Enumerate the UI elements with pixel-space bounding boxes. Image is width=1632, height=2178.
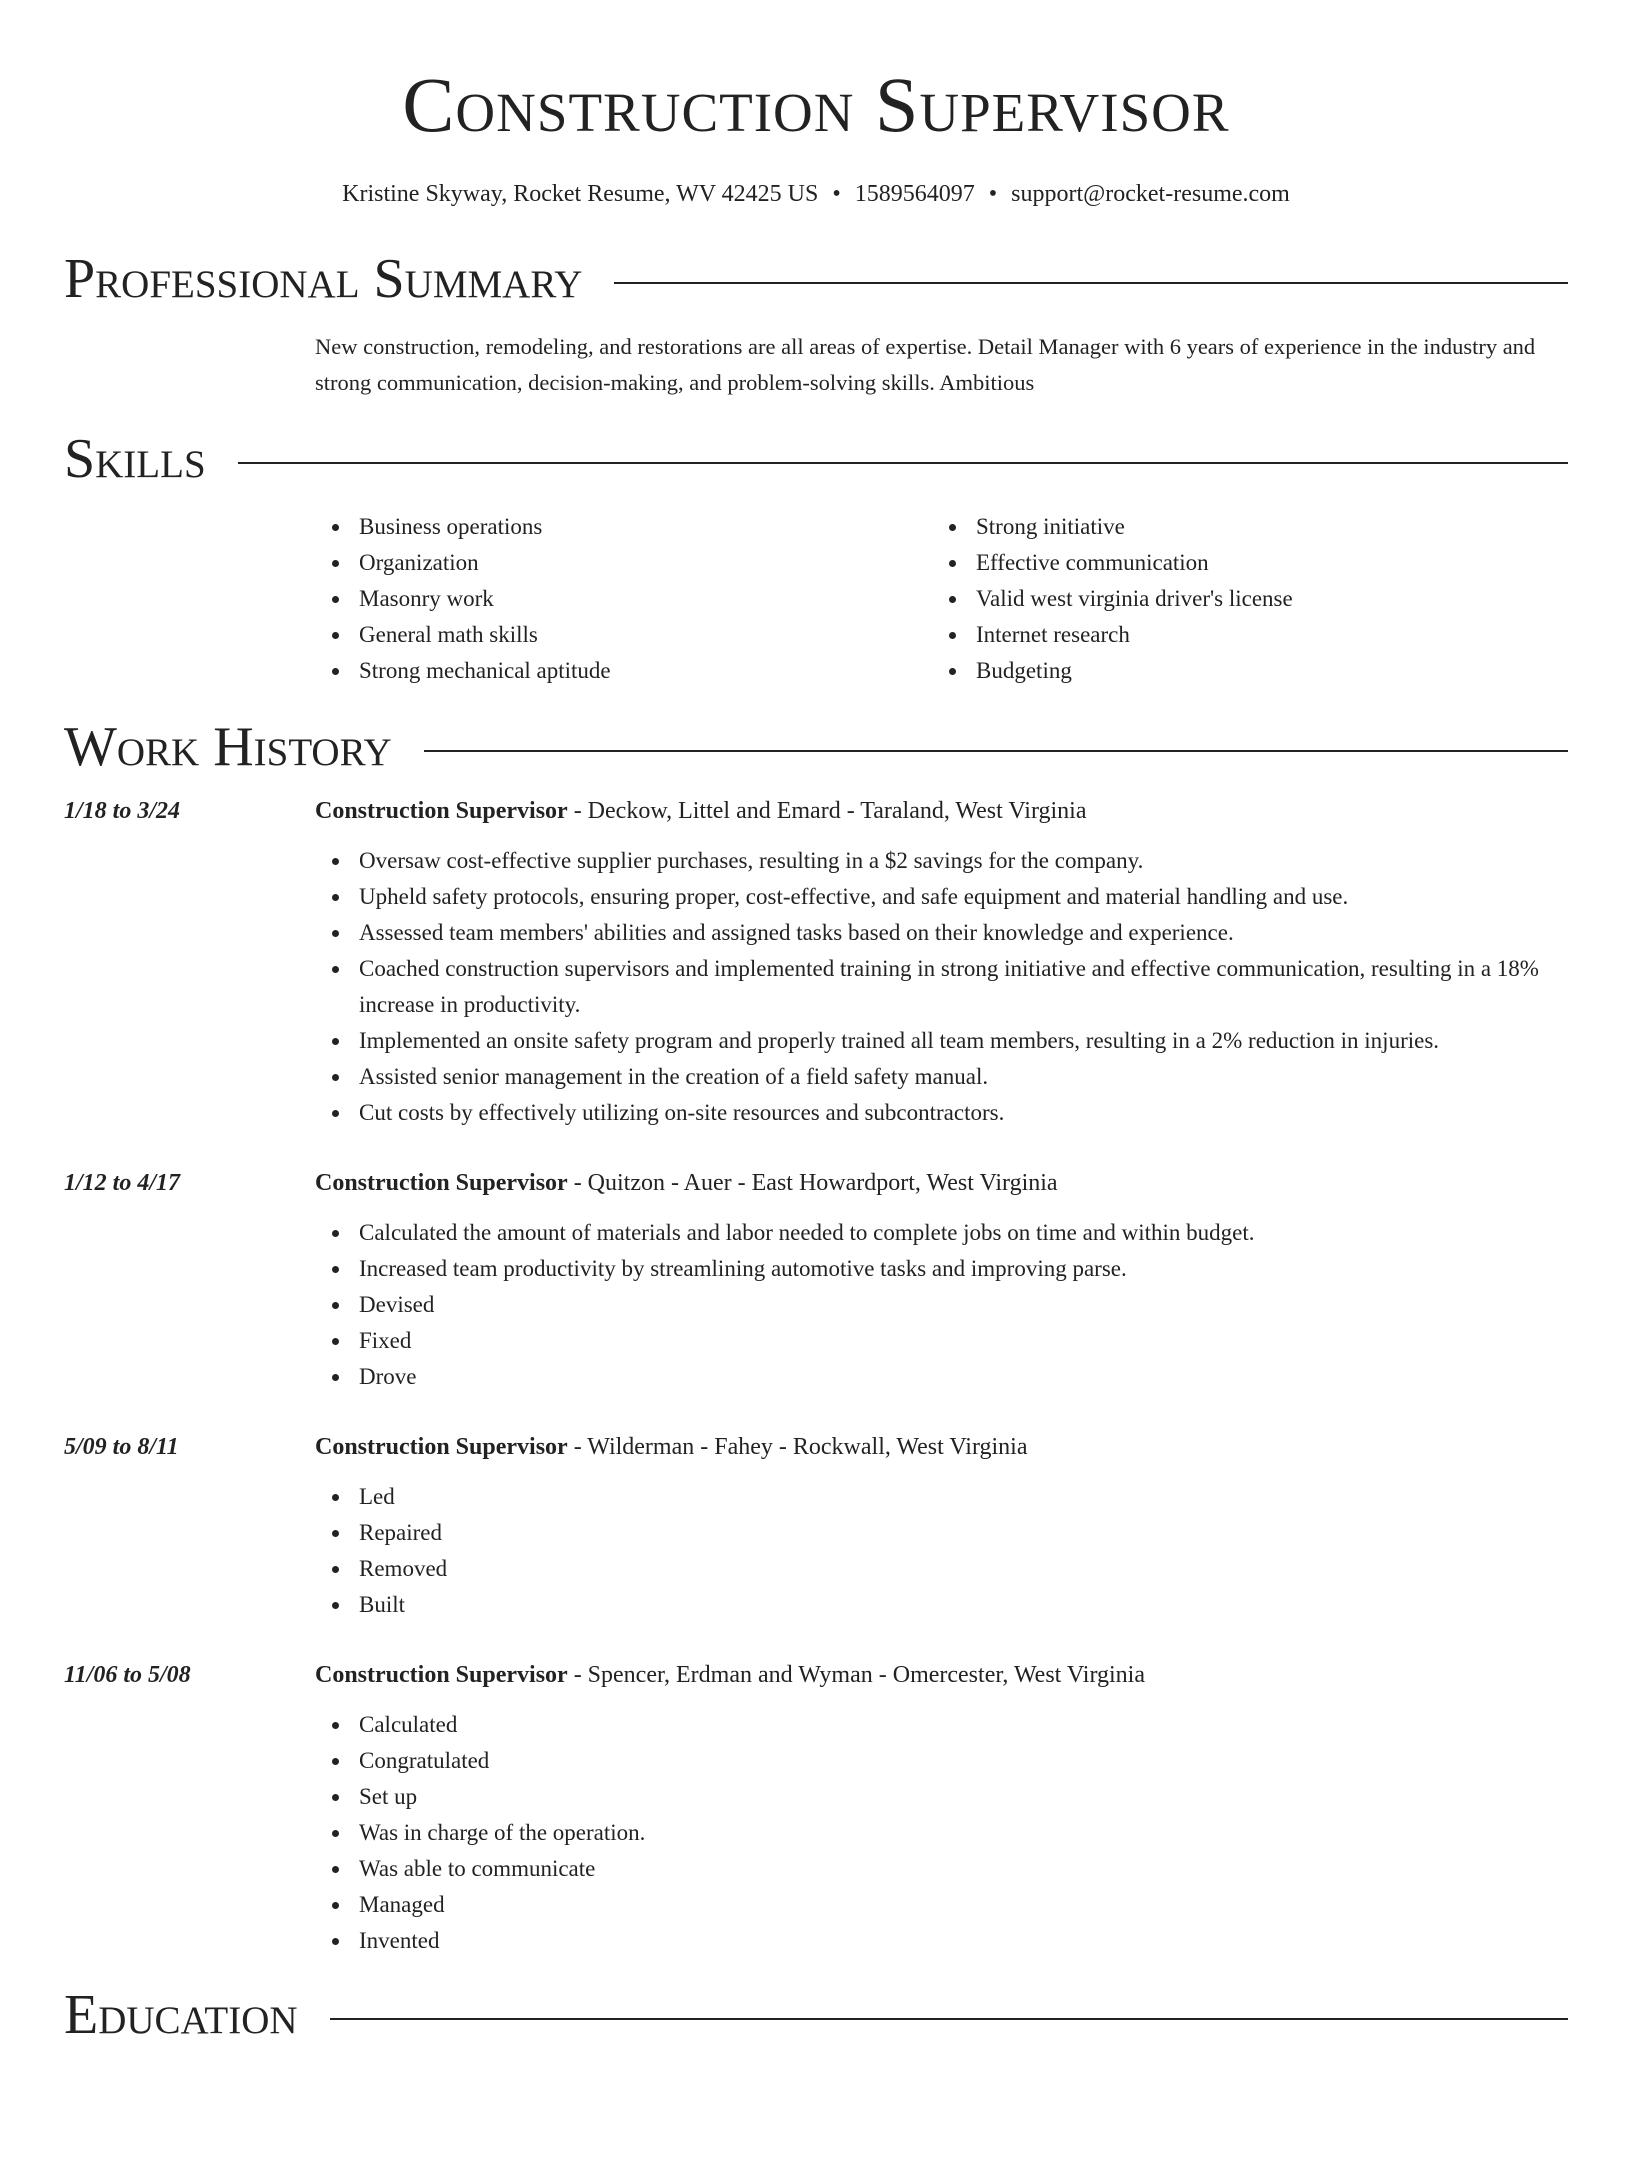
skill-item: Business operations <box>315 509 932 545</box>
job-bullet: Fixed <box>315 1323 1568 1359</box>
contact-line <box>64 180 1568 209</box>
section-divider <box>424 750 1568 752</box>
skill-item: Valid west virginia driver's license <box>932 581 1549 617</box>
job-bullet: Devised <box>315 1287 1568 1323</box>
section-divider <box>238 462 1568 464</box>
job-bullet: Built <box>315 1587 1568 1623</box>
candidate-name: Construction Supervisor <box>402 61 1230 148</box>
summary-section-header <box>64 247 1568 310</box>
skills-section-header <box>64 427 1568 490</box>
job-bullet: Assisted senior management in the creation of a field safety manual. <box>315 1059 1568 1095</box>
job-bullet: Calculated the amount of materials and labor needed to complete jobs on time and within budget. <box>315 1215 1568 1251</box>
job-bullet: Congratulated <box>315 1743 1568 1779</box>
job-dates: 5/09 to 8/11 <box>64 1433 179 1460</box>
job-bullet: Calculated <box>315 1707 1568 1743</box>
job-bullets <box>315 1479 1568 1623</box>
section-divider <box>330 2018 1568 2020</box>
skills-heading: Skills <box>64 427 206 490</box>
summary-text: New construction, remodeling, and restorations are all areas of expertise. Detail Manager with 6 years of experience in the industry and strong communication, decision-making, and problem-solving skills. Ambitious <box>315 333 1536 395</box>
job-bullet: Implemented an onsite safety program and properly trained all team members, resulting in a 2% reduction in injuries. <box>315 1023 1568 1059</box>
job-bullets <box>315 1707 1568 1959</box>
skill-item: Internet research <box>932 617 1549 653</box>
job-employer-location: - Quitzon - Auer - East Howardport, West Virginia <box>567 1169 1058 1196</box>
job-header <box>64 1429 1568 1465</box>
job-bullet: Coached construction supervisors and implemented training in strong initiative and effective communication, resulting in a 18% increase in productivity. <box>315 951 1568 1023</box>
contact-separator: • <box>832 181 841 207</box>
job-bullet: Drove <box>315 1359 1568 1395</box>
section-divider <box>614 282 1568 284</box>
job-employer-location: - Deckow, Littel and Emard - Taraland, West Virginia <box>567 797 1087 824</box>
contact-address: Kristine Skyway, Rocket Resume, WV 42425 US <box>342 181 819 207</box>
resume-page <box>0 61 1632 2178</box>
skill-item: General math skills <box>315 617 932 653</box>
job-bullet: Was in charge of the operation. <box>315 1815 1568 1851</box>
job-bullet: Increased team productivity by streamlining automotive tasks and improving parse. <box>315 1251 1568 1287</box>
contact-email: support@rocket-resume.com <box>1011 181 1290 207</box>
job-employer-location: - Spencer, Erdman and Wyman - Omercester, West Virginia <box>567 1661 1145 1688</box>
job-dates: 1/12 to 4/17 <box>64 1169 181 1196</box>
skill-item: Organization <box>315 545 932 581</box>
job-bullet: Upheld safety protocols, ensuring proper, cost-effective, and safe equipment and material handling and use. <box>315 879 1568 915</box>
job-bullet: Repaired <box>315 1515 1568 1551</box>
job-dates: 1/18 to 3/24 <box>64 797 181 824</box>
job-dates: 11/06 to 5/08 <box>64 1661 191 1688</box>
skills-column-right <box>932 509 1549 689</box>
skill-item: Strong mechanical aptitude <box>315 653 932 689</box>
job-bullet: Set up <box>315 1779 1568 1815</box>
job-bullet: Led <box>315 1479 1568 1515</box>
job-entry <box>64 793 1568 1131</box>
job-heading-line <box>315 1429 1027 1465</box>
job-bullets <box>315 1215 1568 1395</box>
job-entry <box>64 1165 1568 1395</box>
job-entry <box>64 1429 1568 1623</box>
job-title: Construction Supervisor <box>315 1433 568 1460</box>
skill-item: Budgeting <box>932 653 1549 689</box>
job-bullet: Cut costs by effectively utilizing on-site resources and subcontractors. <box>315 1095 1568 1131</box>
job-bullet: Managed <box>315 1887 1568 1923</box>
job-bullet: Oversaw cost-effective supplier purchases, resulting in a $2 savings for the company. <box>315 843 1568 879</box>
work-heading: Work History <box>64 715 392 778</box>
job-bullet: Was able to communicate <box>315 1851 1568 1887</box>
education-section-header <box>64 1983 1568 2046</box>
job-bullet: Assessed team members' abilities and assigned tasks based on their knowledge and experience. <box>315 915 1568 951</box>
skills-list <box>315 509 1568 689</box>
skill-item: Strong initiative <box>932 509 1549 545</box>
education-heading: Education <box>64 1983 298 2046</box>
summary-heading: Professional Summary <box>64 247 583 310</box>
job-title: Construction Supervisor <box>315 1661 568 1688</box>
job-header <box>64 793 1568 829</box>
job-heading-line <box>315 1657 1145 1693</box>
work-section-header <box>64 715 1568 778</box>
job-heading-line <box>315 1165 1058 1201</box>
job-employer-location: - Wilderman - Fahey - Rockwall, West Virginia <box>567 1433 1028 1460</box>
job-title: Construction Supervisor <box>315 1169 568 1196</box>
job-title: Construction Supervisor <box>315 797 568 824</box>
contact-separator: • <box>988 181 998 207</box>
job-entry <box>64 1657 1568 1959</box>
contact-phone: 1589564097 <box>854 181 975 207</box>
job-bullets <box>315 843 1568 1131</box>
job-bullet: Removed <box>315 1551 1568 1587</box>
skill-item: Effective communication <box>932 545 1549 581</box>
job-header <box>64 1165 1568 1201</box>
job-header <box>64 1657 1568 1693</box>
job-bullet: Invented <box>315 1923 1568 1959</box>
skill-item: Masonry work <box>315 581 932 617</box>
skills-column-left <box>315 509 932 689</box>
job-heading-line <box>315 793 1087 829</box>
